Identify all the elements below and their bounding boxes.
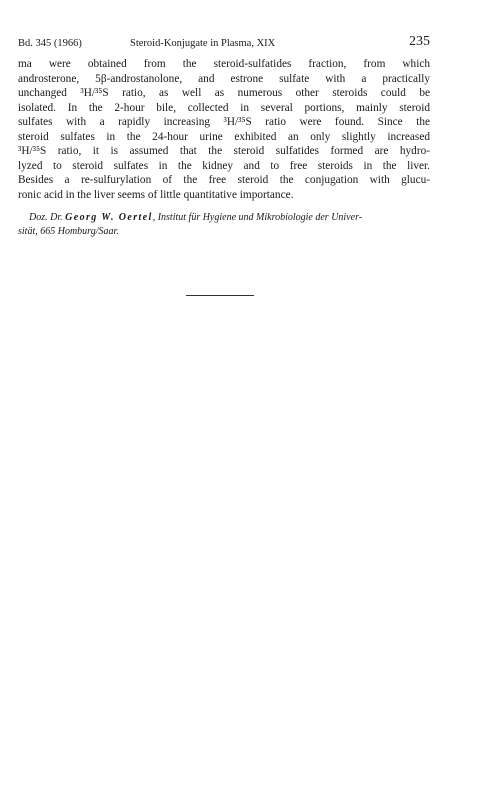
text-line: ma were obtained from the steroid-sulfatides fraction, from which xyxy=(18,58,430,70)
address-prefix: Doz. Dr. xyxy=(29,212,66,223)
running-title: Steroid-Konjugate in Plasma, XIX xyxy=(130,38,276,49)
text-line: sulfates with a rapidly increasing ³H/³⁵S ratio were found. Since the xyxy=(18,116,430,128)
text-line: isolated. In the 2-hour bile, collected in several portions, mainly steroid xyxy=(18,101,430,114)
text-line: androsterone, 5β-androstanolone, and estrone sulfate with a practically xyxy=(18,72,430,85)
text-line: ³H/³⁵S ratio, it is assumed that the steroid sulfatides formed are hydro- xyxy=(18,145,430,157)
page-number: 235 xyxy=(409,34,430,49)
running-header xyxy=(18,36,430,52)
end-separator-rule xyxy=(186,295,254,296)
institution: , Institut für Hygiene und Mikrobiologie der Univer- xyxy=(152,212,363,223)
volume-info: Bd. 345 (1966) xyxy=(18,38,82,49)
text-line: ronic acid in the liver seems of little quantitative importance. xyxy=(18,188,294,201)
text-line: steroid sulfates in the 24-hour urine exhibited an only slightly increased xyxy=(18,130,430,143)
address-line: sität, 665 Homburg/Saar. xyxy=(18,225,119,237)
author-address xyxy=(18,211,430,238)
address-line xyxy=(18,211,430,225)
text-line: unchanged ³H/³⁵S ratio, as well as numerous other steroids could be xyxy=(18,87,430,99)
abstract-paragraph xyxy=(18,57,430,202)
text-line: lyzed to steroid sulfates in the kidney and to free steroids in the liver. xyxy=(18,159,430,172)
text-line: Besides a re-sulfurylation of the free steroid the conjugation with glucu- xyxy=(18,174,430,186)
author-name: Georg W. Oertel xyxy=(65,212,153,223)
